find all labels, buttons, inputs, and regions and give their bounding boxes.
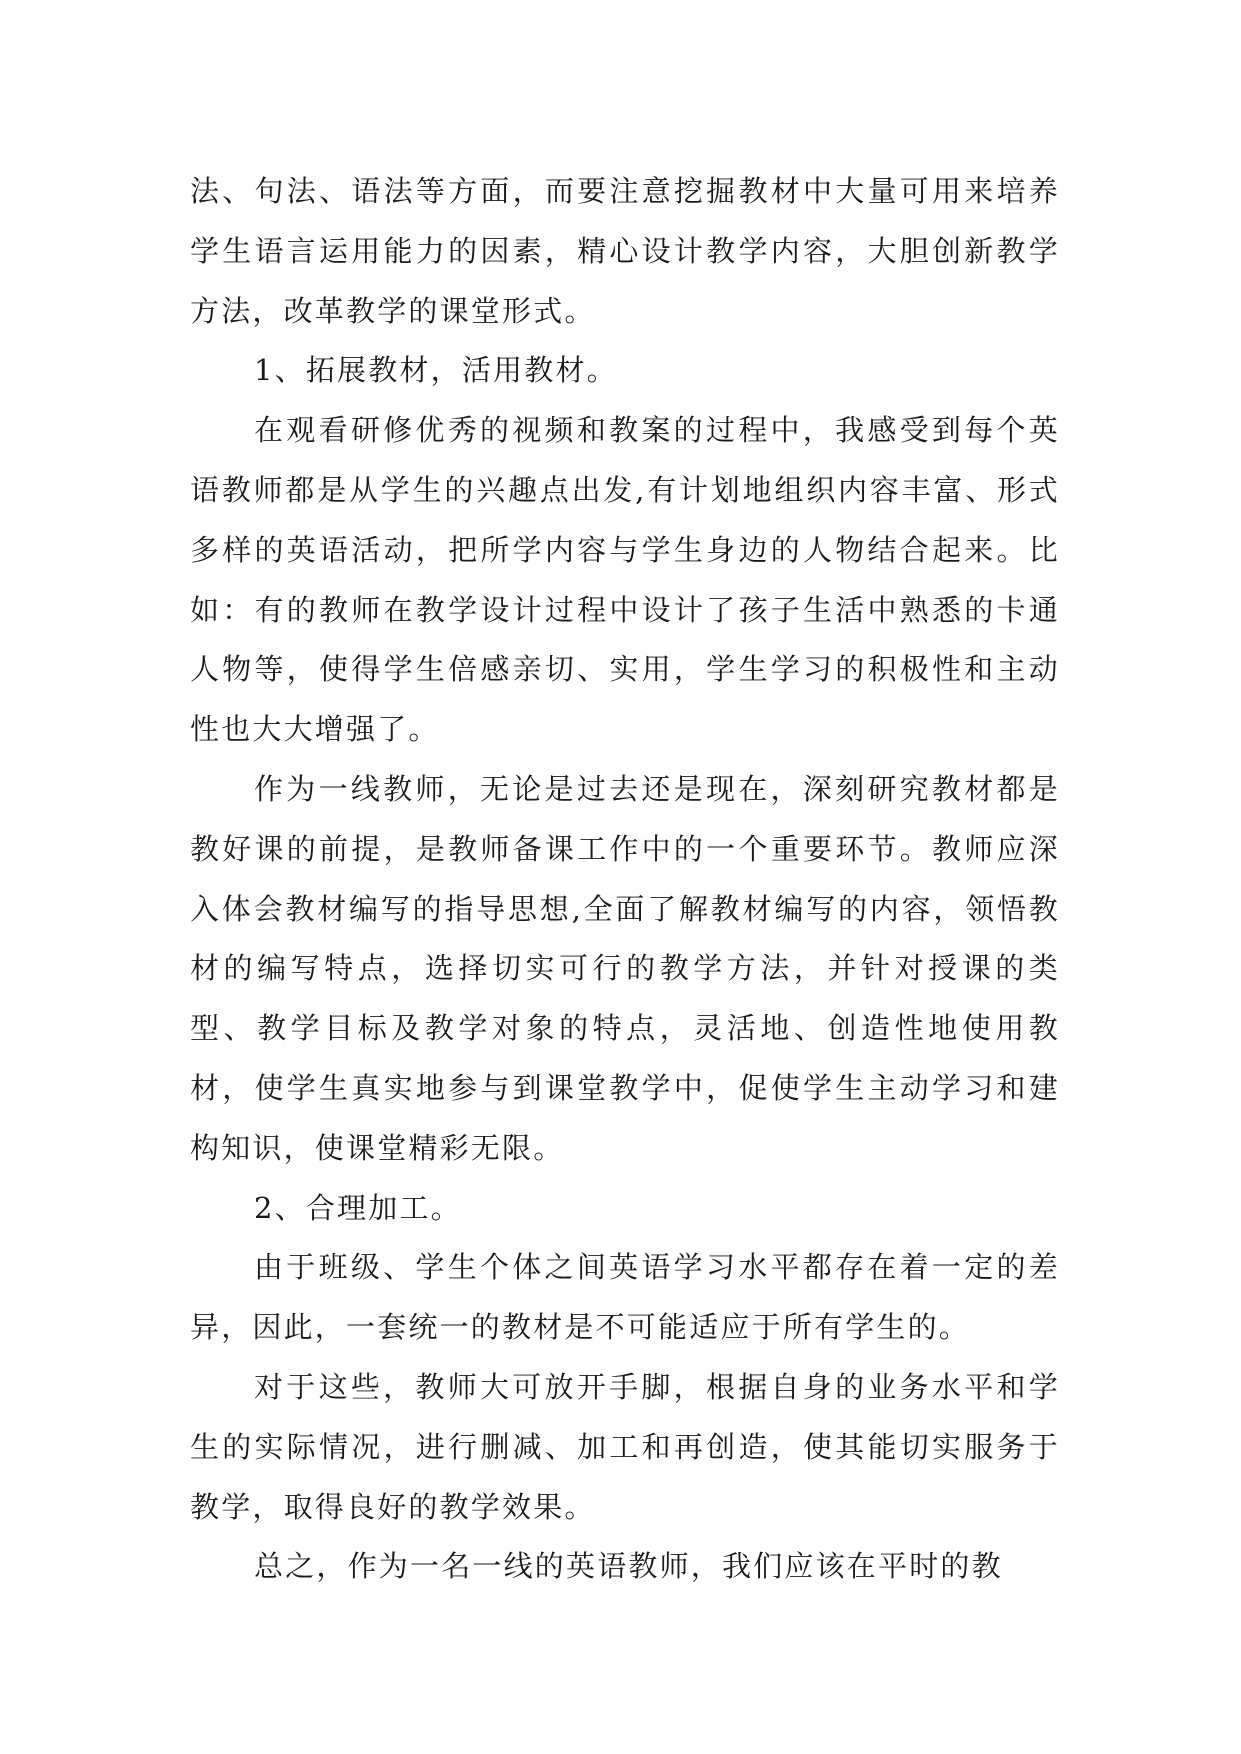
heading-reasonable-processing: 2、合理加工。 <box>254 1190 462 1225</box>
paragraph-conclusion: 总之，作为一名一线的英语教师，我们应该在平时的教 <box>254 1549 1003 1584</box>
heading-expand-textbook: 1、拓展教材，活用教材。 <box>254 353 618 388</box>
document-body <box>190 162 1060 1597</box>
paragraph-observation: 在观看研修优秀的视频和教案的过程中，我感受到每个英语教师都是从学生的兴趣点出发,有计划地组织内容丰富、形式多样的英语活动，把所学内容与学生身边的人物结合起来。比如：有的教师在教学设计过程中设计了孩子生活中熟悉的卡通人物等，使得学生倍感亲切、实用，学生学习的积极性和主动性也大大增强了。 <box>190 413 1060 747</box>
paragraph-continuation: 法、句法、语法等方面，而要注意挖掘教材中大量可用来培养学生语言运用能力的因素，精心设计教学内容，大胆创新教学方法，改革教学的课堂形式。 <box>190 174 1060 328</box>
paragraph-differences: 由于班级、学生个体之间英语学习水平都存在着一定的差异，因此，一套统一的教材是不可能适应于所有学生的。 <box>190 1250 1060 1345</box>
paragraph-adaptation: 对于这些，教师大可放开手脚，根据自身的业务水平和学生的实际情况，进行删减、加工和再创造，使其能切实服务于教学，取得良好的教学效果。 <box>190 1369 1060 1524</box>
paragraph-frontline-teacher: 作为一线教师，无论是过去还是现在，深刻研究教材都是教好课的前提，是教师备课工作中的一个重要环节。教师应深入体会教材编写的指导思想,全面了解教材编写的内容，领悟教材的编写特点，选择切实可行的教学方法，并针对授课的类型、教学目标及教学对象的特点，灵活地、创造性地使用教材，使学生真实地参与到课堂教学中，促使学生主动学习和建构知识，使课堂精彩无限。 <box>190 771 1060 1165</box>
